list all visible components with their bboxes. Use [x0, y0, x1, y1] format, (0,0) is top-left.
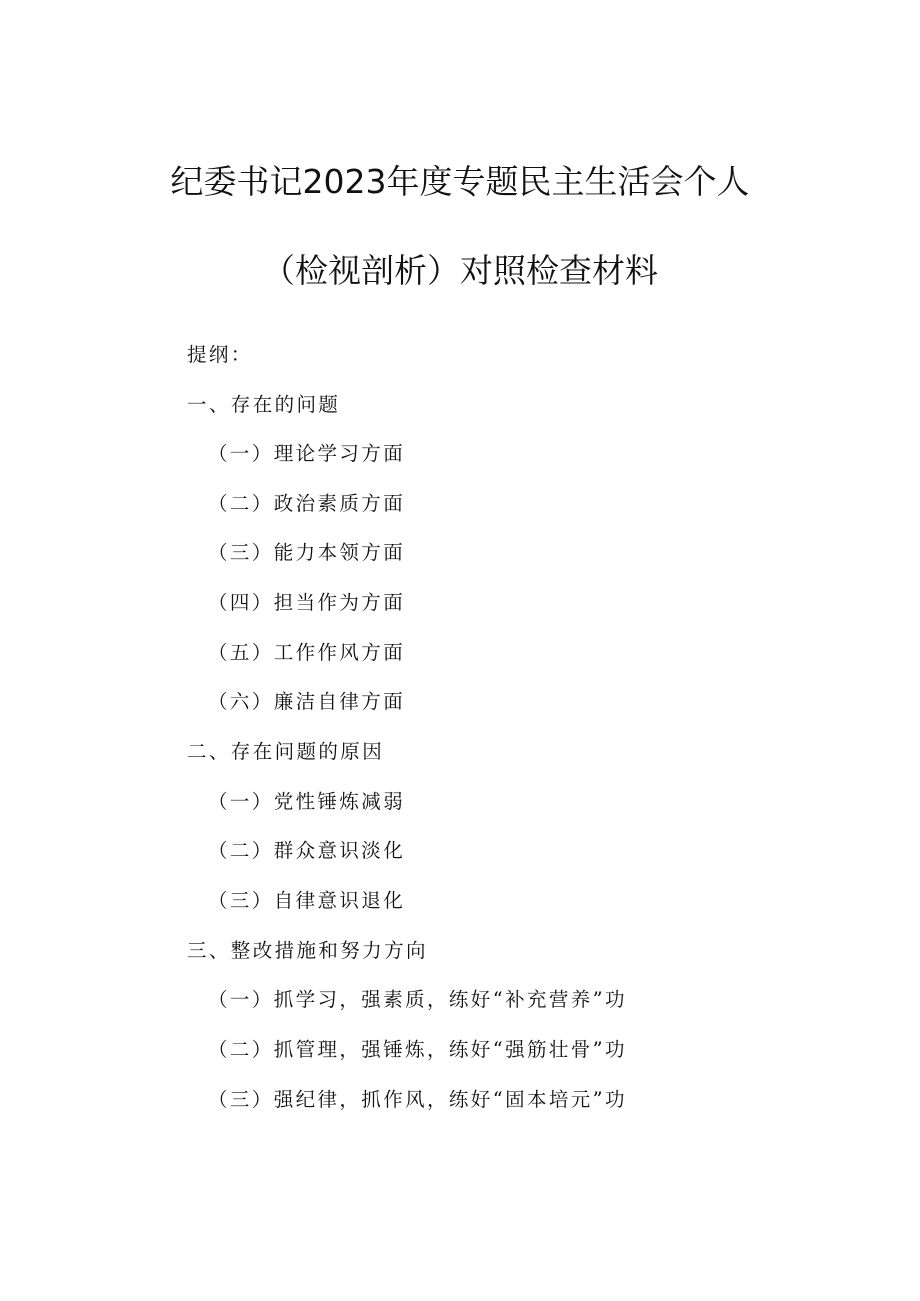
section-2-item-3: （三）自律意识退化	[208, 889, 406, 912]
section-1-item-6: （六）廉洁自律方面	[208, 690, 406, 713]
section-2-item-1: （一）党性锤炼减弱	[208, 790, 406, 813]
section-3-item-1: （一）抓学习，强素质，练好“补充营养”功	[208, 988, 627, 1011]
section-1-item-1: （一）理论学习方面	[208, 442, 406, 465]
section-heading-1: 一、存在的问题	[187, 393, 341, 416]
section-1-item-4: （四）担当作为方面	[208, 591, 406, 614]
section-heading-3: 三、整改措施和努力方向	[187, 939, 428, 962]
section-1-item-2: （二）政治素质方面	[208, 492, 406, 515]
section-1-item-3: （三）能力本领方面	[208, 541, 406, 564]
section-2-item-2: （二）群众意识淡化	[208, 839, 406, 862]
document-title-line-2: （检视剖析）对照检查材料	[262, 251, 658, 290]
section-1-item-5: （五）工作作风方面	[208, 641, 406, 664]
section-3-item-2: （二）抓管理，强锤炼，练好“强筋壮骨”功	[208, 1038, 627, 1061]
section-heading-2: 二、存在问题的原因	[187, 740, 385, 763]
document-title-line-1: 纪委书记2023年度专题民主生活会个人	[170, 162, 750, 201]
outline-label: 提纲：	[187, 343, 253, 366]
section-3-item-3: （三）强纪律，抓作风，练好“固本培元”功	[208, 1088, 627, 1111]
